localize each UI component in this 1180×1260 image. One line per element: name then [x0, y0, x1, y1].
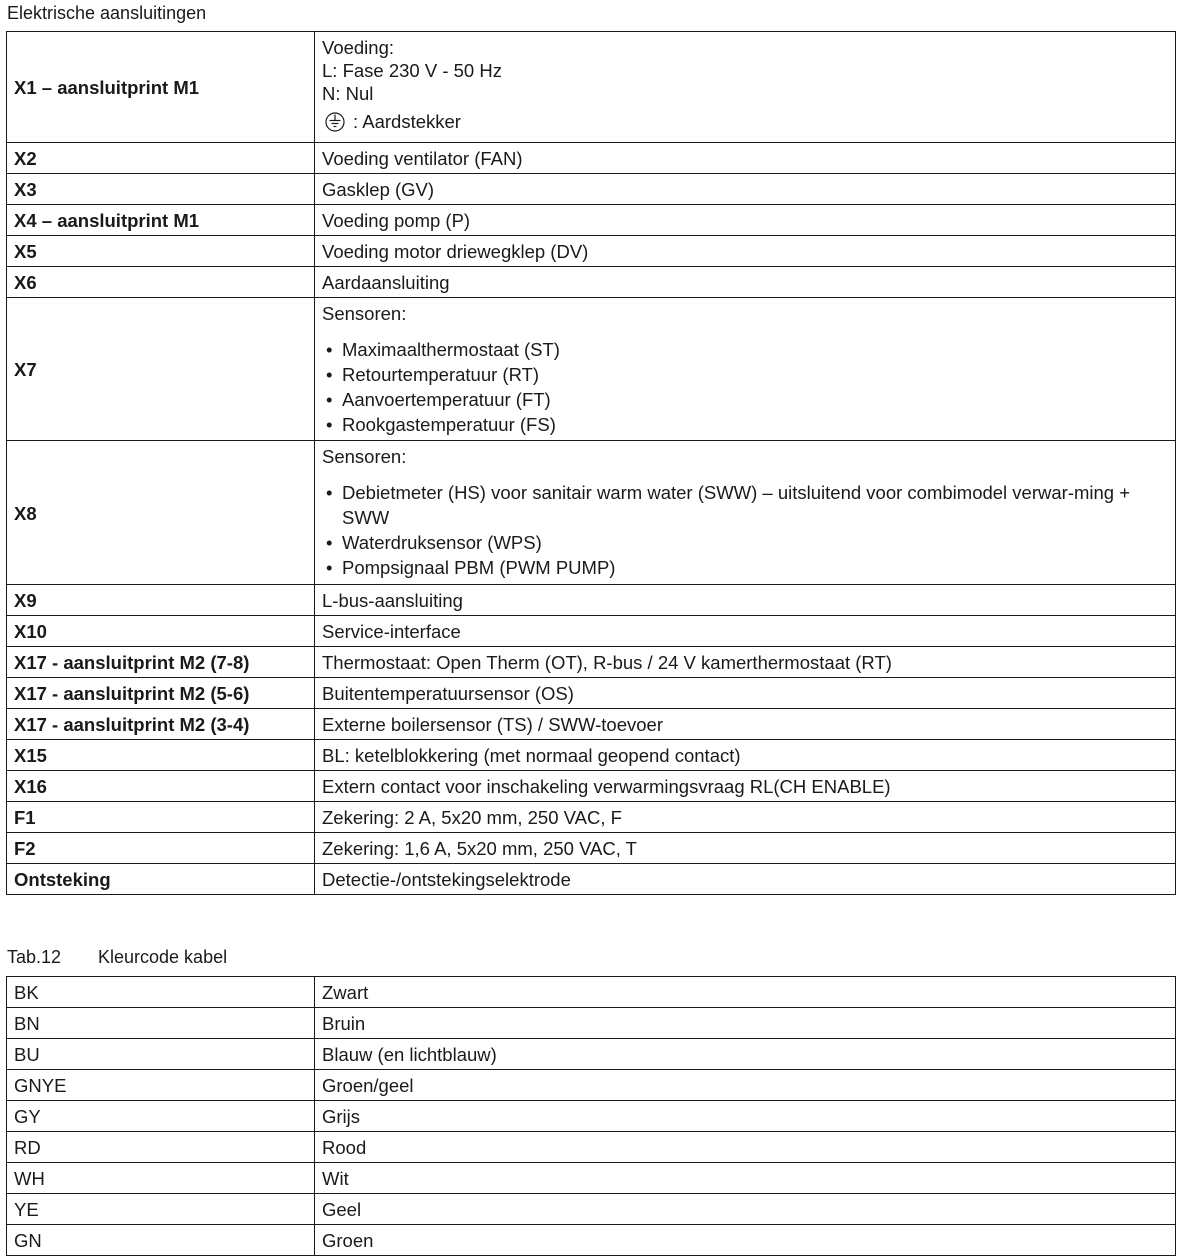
- description-line: L: Fase 230 V - 50 Hz: [322, 60, 502, 81]
- description-intro: Sensoren:: [322, 446, 407, 467]
- connector-description: [315, 441, 1176, 585]
- earth-ground-icon: [325, 112, 345, 132]
- list-item: • Retourtemperatuur (RT): [322, 362, 1168, 387]
- connector-description: BL: ketelblokkering (met normaal geopend contact): [315, 740, 1176, 771]
- color-name: Zwart: [315, 977, 1176, 1008]
- connector-description: [315, 32, 1176, 143]
- color-code: RD: [7, 1132, 315, 1163]
- connector-description: Buitentemperatuursensor (OS): [315, 678, 1176, 709]
- connector-key: X7: [7, 298, 315, 441]
- connector-key: X2: [7, 143, 315, 174]
- list-item: • Waterdruksensor (WPS): [322, 530, 1168, 555]
- connector-description: Extern contact voor inschakeling verwarmingsvraag RL(CH ENABLE): [315, 771, 1176, 802]
- table-row: [7, 441, 1176, 585]
- color-code: GN: [7, 1225, 315, 1256]
- color-name: Wit: [315, 1163, 1176, 1194]
- connector-description: Zekering: 2 A, 5x20 mm, 250 VAC, F: [315, 802, 1176, 833]
- list-item: • Debietmeter (HS) voor sanitair warm water (SWW) – uitsluitend voor combimodel verwar-ming + SWW: [322, 480, 1168, 530]
- electrical-connections-table: [6, 31, 1176, 895]
- connector-description: Externe boilersensor (TS) / SWW-toevoer: [315, 709, 1176, 740]
- connector-key: X5: [7, 236, 315, 267]
- table-row: [7, 143, 1176, 174]
- connector-key: X3: [7, 174, 315, 205]
- table-row: [7, 267, 1176, 298]
- color-code: BN: [7, 1008, 315, 1039]
- connector-description: Gasklep (GV): [315, 174, 1176, 205]
- color-code: YE: [7, 1194, 315, 1225]
- table-row: [7, 174, 1176, 205]
- connector-description: Voeding ventilator (FAN): [315, 143, 1176, 174]
- table-row: [7, 616, 1176, 647]
- table-row: [7, 298, 1176, 441]
- color-code: BK: [7, 977, 315, 1008]
- color-name: Geel: [315, 1194, 1176, 1225]
- connector-key: X16: [7, 771, 315, 802]
- table-row: [7, 1163, 1176, 1194]
- color-name: Blauw (en lichtblauw): [315, 1039, 1176, 1070]
- table-row: [7, 802, 1176, 833]
- connector-key: X15: [7, 740, 315, 771]
- table-row: [7, 1008, 1176, 1039]
- connector-key: X17 - aansluitprint M2 (7-8): [7, 647, 315, 678]
- color-name: Groen/geel: [315, 1070, 1176, 1101]
- description-line: N: Nul: [322, 83, 374, 104]
- cable-color-code-table: [6, 976, 1176, 1256]
- table-row: [7, 771, 1176, 802]
- list-item: • Aanvoertemperatuur (FT): [322, 387, 1168, 412]
- connector-key: X4 – aansluitprint M1: [7, 205, 315, 236]
- connector-description: Detectie-/ontstekingselektrode: [315, 864, 1176, 895]
- table-row: [7, 740, 1176, 771]
- connector-description: Voeding motor driewegklep (DV): [315, 236, 1176, 267]
- table-row: [7, 236, 1176, 267]
- connector-key: X8: [7, 441, 315, 585]
- connector-description: [315, 298, 1176, 441]
- color-code: GY: [7, 1101, 315, 1132]
- color-name: Bruin: [315, 1008, 1176, 1039]
- connector-description: Zekering: 1,6 A, 5x20 mm, 250 VAC, T: [315, 833, 1176, 864]
- list-item: • Rookgastemperatuur (FS): [322, 412, 1168, 437]
- description-line: Voeding:: [322, 37, 395, 58]
- sensor-list: [322, 480, 1168, 580]
- connector-key: Ontsteking: [7, 864, 315, 895]
- table-row: [7, 205, 1176, 236]
- table-row: [7, 977, 1176, 1008]
- color-name: Grijs: [315, 1101, 1176, 1132]
- earth-line: [322, 110, 1168, 133]
- connector-key: X17 - aansluitprint M2 (5-6): [7, 678, 315, 709]
- color-code: WH: [7, 1163, 315, 1194]
- table-row: [7, 585, 1176, 616]
- table-row: [7, 1070, 1176, 1101]
- description-intro: Sensoren:: [322, 303, 407, 324]
- connector-key: X6: [7, 267, 315, 298]
- table-row: [7, 833, 1176, 864]
- table-row: [7, 32, 1176, 143]
- table-number: Tab.12: [7, 947, 62, 967]
- connector-description: Aardaansluiting: [315, 267, 1176, 298]
- color-code: GNYE: [7, 1070, 315, 1101]
- table-caption-cable-colors: [7, 947, 227, 967]
- connector-description: Service-interface: [315, 616, 1176, 647]
- table-row: [7, 647, 1176, 678]
- color-name: Rood: [315, 1132, 1176, 1163]
- connector-key: X1 – aansluitprint M1: [7, 32, 315, 143]
- connector-key: X10: [7, 616, 315, 647]
- earth-label: : Aardstekker: [353, 111, 461, 132]
- connector-description: L-bus-aansluiting: [315, 585, 1176, 616]
- table-caption-electrical: Elektrische aansluitingen: [7, 3, 207, 23]
- color-code: BU: [7, 1039, 315, 1070]
- connector-key: F1: [7, 802, 315, 833]
- table-row: [7, 1225, 1176, 1256]
- table-row: [7, 709, 1176, 740]
- table-row: [7, 864, 1176, 895]
- list-item: • Maximaalthermostaat (ST): [322, 337, 1168, 362]
- connector-key: X9: [7, 585, 315, 616]
- table-row: [7, 1194, 1176, 1225]
- table-row: [7, 1039, 1176, 1070]
- table-row: [7, 1101, 1176, 1132]
- color-name: Groen: [315, 1225, 1176, 1256]
- connector-key: X17 - aansluitprint M2 (3-4): [7, 709, 315, 740]
- sensor-list: [322, 337, 1168, 437]
- connector-key: F2: [7, 833, 315, 864]
- table-row: [7, 1132, 1176, 1163]
- connector-description: Thermostaat: Open Therm (OT), R-bus / 24 V kamerthermostaat (RT): [315, 647, 1176, 678]
- table-title: Kleurcode kabel: [98, 947, 228, 967]
- table-row: [7, 678, 1176, 709]
- connector-description: Voeding pomp (P): [315, 205, 1176, 236]
- list-item: • Pompsignaal PBM (PWM PUMP): [322, 555, 1168, 580]
